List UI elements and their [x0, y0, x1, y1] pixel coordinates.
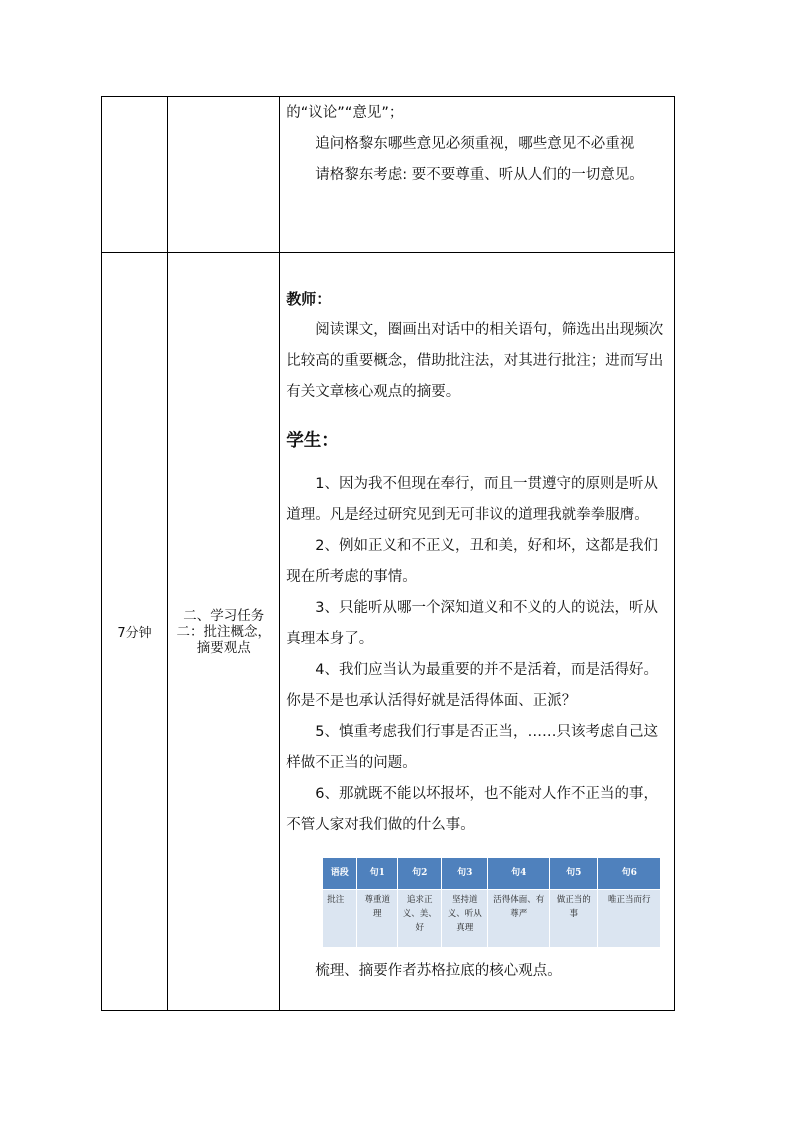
annotation-body-row — [323, 890, 661, 948]
annotation-cell: 尊重道理 — [357, 890, 398, 948]
annotation-header: 句3 — [442, 858, 488, 890]
time-cell: 7分钟 — [102, 253, 168, 1011]
annotation-header: 句1 — [357, 858, 398, 890]
time-cell-empty — [102, 97, 168, 253]
student-item: 3、只能听从哪一个深知道义和不义的人的说法，听从真理本身了。 — [286, 600, 659, 647]
annotation-header: 语段 — [323, 858, 357, 890]
content-line: 请格黎东考虑: 要不要尊重、听从人们的一切意见。 — [315, 167, 644, 183]
teacher-text: 阅读课文，圈画出对话中的相关语句，筛选出出现频次比较高的重要概念，借助批注法，对其进行批注；进而写出有关文章核心观点的摘要。 — [286, 322, 664, 400]
annotation-header: 句5 — [550, 858, 598, 890]
content-line: 的“议论”“意见”； — [286, 105, 404, 121]
student-item: 5、慎重考虑我们行事是否正当，……只该考虑自己这样做不正当的问题。 — [286, 724, 659, 771]
student-item: 6、那就既不能以坏报坏，也不能对人作不正当的事，不管人家对我们做的什么事。 — [286, 786, 659, 833]
annotation-header-row — [323, 858, 661, 890]
task-cell-empty — [168, 97, 280, 253]
annotation-cell: 唯正当而行 — [598, 890, 661, 948]
table-row — [102, 253, 675, 1011]
annotation-cell: 活得体面、有尊严 — [488, 890, 550, 948]
closing-text: 梳理、摘要作者苏格拉底的核心观点。 — [315, 963, 562, 979]
student-item: 1、因为我不但现在奉行，而且一贯遵守的原则是听从道理。凡是经过研究见到无可非议的道理我就拳拳服膺。 — [286, 476, 659, 523]
teacher-heading: 教师： — [286, 290, 332, 308]
student-heading: 学生： — [286, 431, 339, 451]
content-cell — [280, 253, 675, 1011]
annotation-header: 句4 — [488, 858, 550, 890]
annotation-cell: 做正当的事 — [550, 890, 598, 948]
lesson-plan-table — [101, 96, 675, 1011]
annotation-cell: 批注 — [323, 890, 357, 948]
annotation-header: 句2 — [398, 858, 442, 890]
annotation-cell: 追求正义、美、好 — [398, 890, 442, 948]
annotation-table — [322, 857, 661, 948]
student-item: 2、例如正义和不正义，丑和美，好和坏，这都是我们现在所考虑的事情。 — [286, 538, 659, 585]
task-cell: 二、学习任务二：批注概念，摘要观点 — [168, 253, 280, 1011]
content-line: 追问格黎东哪些意见必须重视，哪些意见不必重视 — [315, 136, 635, 152]
content-cell — [280, 97, 675, 253]
student-item: 4、我们应当认为最重要的并不是活着，而是活得好。你是不是也承认活得好就是活得体面、正派？ — [286, 662, 659, 709]
annotation-cell: 坚持道义、听从真理 — [442, 890, 488, 948]
annotation-header: 句6 — [598, 858, 661, 890]
table-row — [102, 97, 675, 253]
